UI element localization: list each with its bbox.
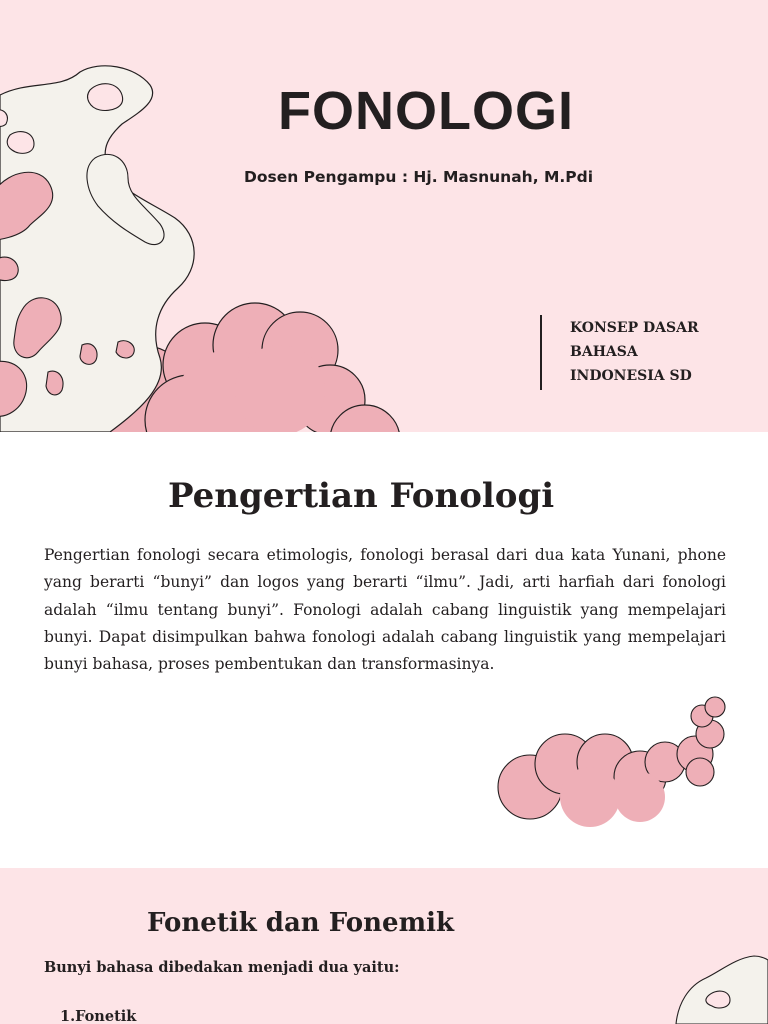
definition-slide bbox=[0, 432, 768, 868]
course-line: KONSEP DASAR bbox=[570, 320, 699, 336]
phonetics-slide bbox=[0, 868, 768, 1024]
course-line: INDONESIA SD bbox=[570, 368, 692, 384]
presentation-title: FONOLOGI bbox=[278, 81, 574, 141]
course-name bbox=[570, 316, 699, 388]
section-heading: Fonetik dan Fonemik bbox=[147, 908, 454, 938]
definition-paragraph: Pengertian fonologi secara etimologis, fonologi berasal dari dua kata Yunani, phone yang berarti “bunyi” dan logos yang berarti “ilmu”. Jadi, arti harfiah dari fonologi adalah “ilmu tentang bunyi”. Fonologi adalah cabang linguistik yang mempelajari bunyi. Dapat disimpulkan bahwa fonologi adalah cabang linguistik yang mempelajari bunyi bahasa, proses pembentukan dan transformasinya. bbox=[44, 546, 726, 674]
intro-text: Bunyi bahasa dibedakan menjadi dua yaitu: bbox=[44, 959, 400, 976]
pink-cloud-illustration bbox=[470, 702, 740, 822]
cream-blob-illustration bbox=[0, 0, 260, 432]
section-heading: Pengertian Fonologi bbox=[168, 476, 555, 516]
vertical-divider bbox=[540, 315, 542, 390]
cream-blob-illustration bbox=[676, 956, 768, 1024]
lecturer-name: Dosen Pengampu : Hj. Masnunah, M.Pdi bbox=[244, 168, 594, 186]
course-line: BAHASA bbox=[570, 344, 638, 360]
list-item: 1.Fonetik bbox=[60, 1008, 137, 1024]
cover-slide bbox=[0, 0, 768, 432]
